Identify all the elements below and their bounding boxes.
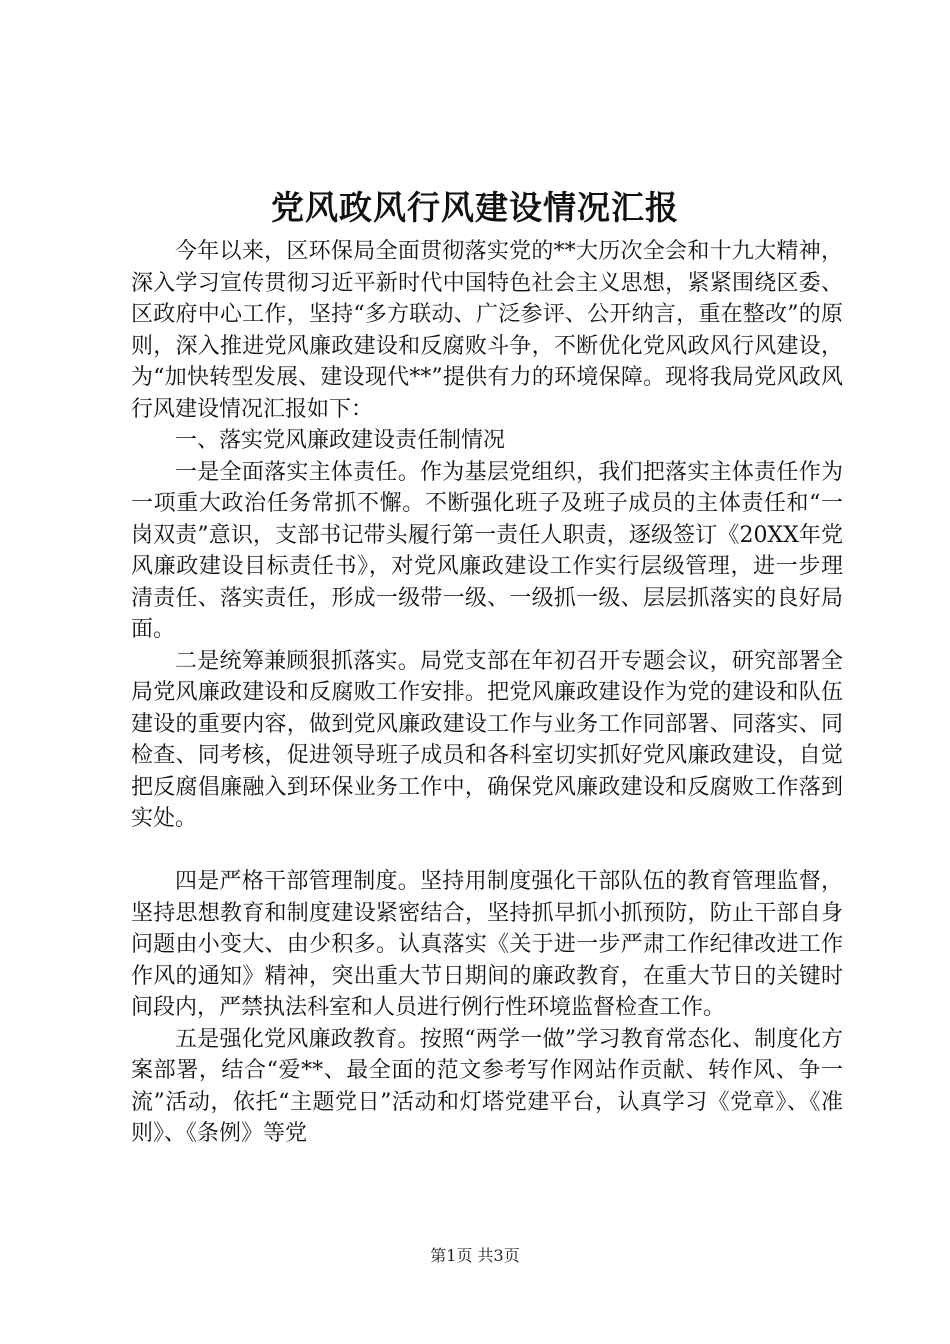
paragraph-intro: 今年以来，区环保局全面贯彻落实党的**大历次全会和十九大精神，深入学习宣传贯彻习近平新时代中国特色社会主义思想，紧紧围绕区委、区政府中心工作，坚持“多方联动、广泛参评、公开纳言，重在整改”的原则，深入推进党风廉政建设和反腐败斗争，不断优化党风政风行风建设，为“加快转型发展、建设现代**”提供有力的环境保障。现将我局党风政风行风建设情况汇报如下： (131, 239, 843, 422)
document-title: 党风政风行风建设情况汇报 (271, 188, 679, 227)
page-number-footer: 第1页 共3页 (430, 1246, 520, 1265)
paragraph-item-1: 一是全面落实主体责任。作为基层党组织，我们把落实主体责任作为一项重大政治任务常抓不懈。不断强化班子及班子成员的主体责任和“一岗双责”意识，支部书记带头履行第一责任人职责，逐级签订《20XX年党风廉政建设目标责任书》，对党风廉政建设工作实行层级管理，进一步理清责任、落实责任，形成一级带一级、一级抓一级、层层抓落实的良好局面。 (131, 459, 843, 642)
paragraph-item-2: 二是统筹兼顾狠抓落实。局党支部在年初召开专题会议，研究部署全局党风廉政建设和反腐败工作安排。把党风廉政建设作为党的建设和队伍建设的重要内容，做到党风廉政建设工作与业务工作同部署、同落实、同检查、同考核，促进领导班子成员和各科室切实抓好党风廉政建设，自觉把反腐倡廉融入到环保业务工作中，确保党风廉政建设和反腐败工作落到实处。 (131, 648, 843, 831)
paragraph-item-5: 五是强化党风廉政教育。按照“两学一做”学习教育常态化、制度化方案部署，结合“爱**、最全面的范文参考写作网站作贡献、转作风、争一流”活动，依托“主题党日”活动和灯塔党建平台，认真学习《党章》、《准则》、《条例》等党 (131, 1026, 843, 1146)
document-body (131, 236, 843, 1150)
section-heading-1: 一、落实党风廉政建设责任制情况 (175, 428, 506, 453)
paragraph-gap (131, 835, 843, 867)
paragraph-item-4: 四是严格干部管理制度。坚持用制度强化干部队伍的教育管理监督，坚持思想教育和制度建设紧密结合，坚持抓早抓小抓预防，防止干部自身问题由小变大、由少积多。认真落实《关于进一步严肃工作纪律改进工作作风的通知》精神，突出重大节日期间的廉政教育，在重大节日的关键时间段内，严禁执法科室和人员进行例行性环境监督检查工作。 (131, 869, 843, 1020)
